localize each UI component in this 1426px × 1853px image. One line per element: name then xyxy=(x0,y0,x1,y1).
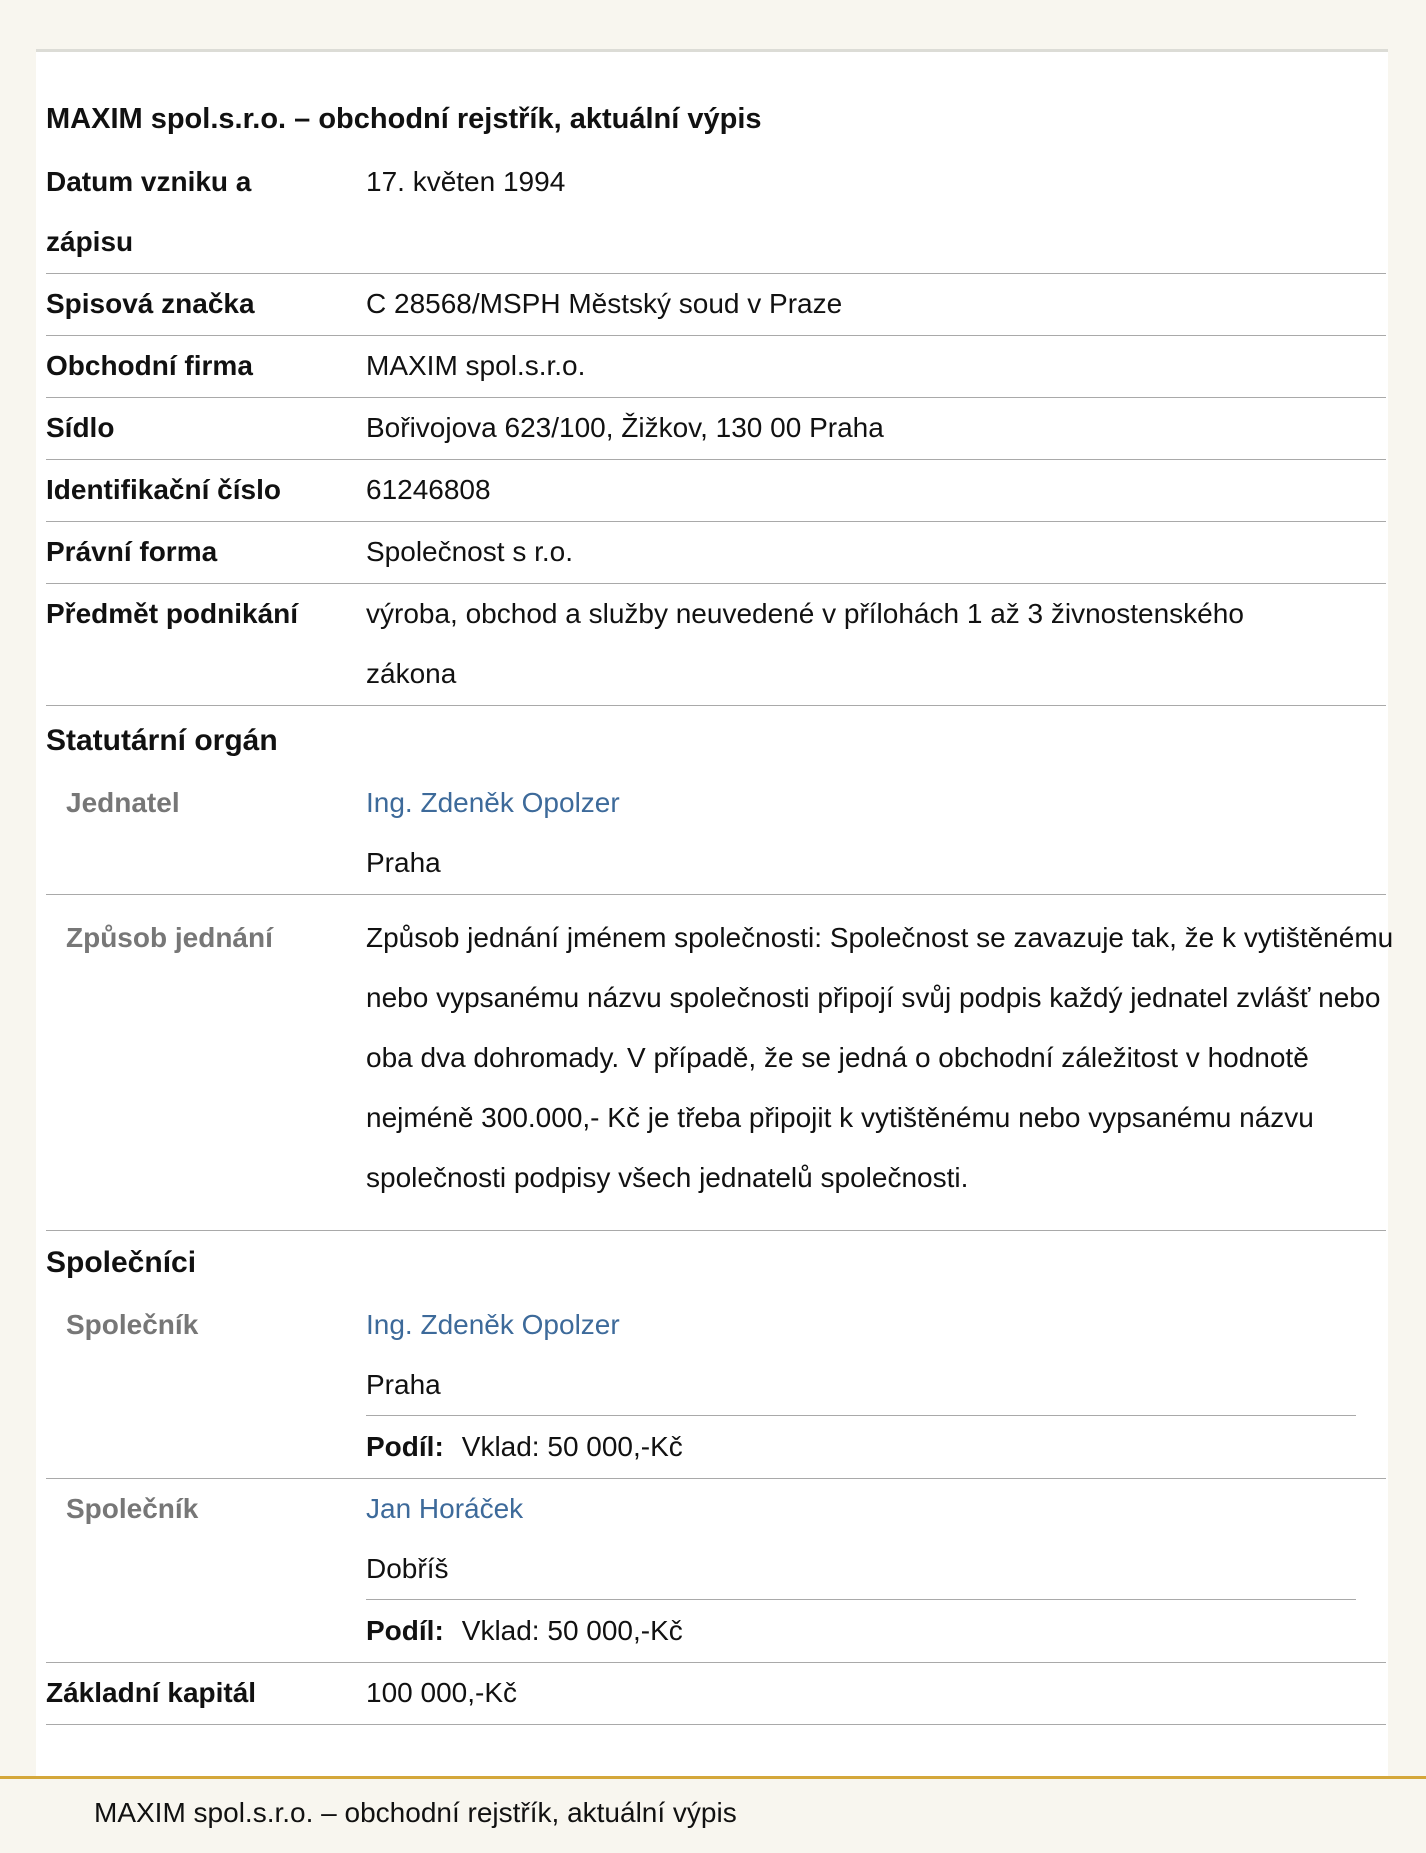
share-label-1: Podíl: xyxy=(366,1431,444,1462)
label-sidlo: Sídlo xyxy=(46,412,115,443)
label-obchodni-firma: Obchodní firma xyxy=(46,350,253,381)
value-obchodni-firma: MAXIM spol.s.r.o. xyxy=(366,350,586,381)
page-title: MAXIM spol.s.r.o. – obchodní rejstřík, aktuální výpis xyxy=(46,103,762,135)
label-zpusob-jednani: Způsob jednání xyxy=(66,922,273,953)
row-pravni-forma xyxy=(46,522,1386,584)
section-spolecnici: Společníci xyxy=(46,1246,197,1279)
row-spolecnik-2 xyxy=(46,1479,1386,1663)
label-spisova-znacka: Spisová značka xyxy=(46,288,255,319)
row-zpusob-jednani xyxy=(46,908,1394,1231)
value-pravni-forma: Společnost s r.o. xyxy=(366,536,574,567)
value-spolecnik-1-city: Praha xyxy=(366,1369,441,1400)
link-spolecnik-2-name[interactable]: Jan Horáček xyxy=(366,1493,524,1524)
value-zpusob-jednani: Způsob jednání jménem společnosti: Společnost se zavazuje tak, že k vytištěnému nebo vypsanému názvu společnosti připojí svůj podpis každý jednatel zvlášť nebo oba dva dohromady. V případě, že se jedná o obchodní záležitost v hodnotě nejméně 300.000,- Kč je třeba připojit k vytištěnému nebo vypsanému názvu společnosti podpisy všech jednatelů společnosti. xyxy=(366,922,1394,1193)
value-identifikacni-cislo: 61246808 xyxy=(366,474,491,505)
label-pravni-forma: Právní forma xyxy=(46,536,218,567)
value-jednatel-city: Praha xyxy=(366,847,441,878)
row-sidlo xyxy=(46,398,1386,460)
share-value-2: Vklad: 50 000,-Kč xyxy=(461,1615,683,1646)
label-zakladni-kapital: Základní kapitál xyxy=(46,1677,257,1708)
share-value-1: Vklad: 50 000,-Kč xyxy=(461,1431,683,1462)
value-spolecnik-2-city: Dobříš xyxy=(366,1553,449,1584)
row-spisova-znacka xyxy=(46,274,1386,336)
label-identifikacni-cislo: Identifikační číslo xyxy=(46,474,281,505)
value-datum-vzniku: 17. květen 1994 xyxy=(366,166,566,197)
row-zakladni-kapital xyxy=(46,1663,1386,1725)
link-jednatel-name[interactable]: Ing. Zdeněk Opolzer xyxy=(366,787,620,818)
row-spolecnik-1 xyxy=(46,1295,1386,1479)
label-spolecnik-2: Společník xyxy=(66,1493,199,1524)
footer-title: MAXIM spol.s.r.o. – obchodní rejstřík, aktuální výpis xyxy=(94,1797,737,1828)
label-datum-vzniku: Datum vzniku a zápisu xyxy=(46,166,252,257)
share-spolecnik-2 xyxy=(366,1599,1356,1662)
value-predmet-podnikani: výroba, obchod a služby neuvedené v přílohách 1 až 3 živnostenského zákona xyxy=(366,598,1244,689)
section-statutarni-organ: Statutární orgán xyxy=(46,724,278,757)
row-datum-vzniku xyxy=(46,152,1386,274)
row-identifikacni-cislo xyxy=(46,460,1386,522)
share-label-2: Podíl: xyxy=(366,1615,444,1646)
row-obchodni-firma xyxy=(46,336,1386,398)
row-predmet-podnikani xyxy=(46,584,1386,706)
label-spolecnik-1: Společník xyxy=(66,1309,199,1340)
register-card xyxy=(36,52,1394,1776)
footer-bar xyxy=(0,1776,1426,1853)
share-spolecnik-1 xyxy=(366,1415,1356,1478)
value-zakladni-kapital: 100 000,-Kč xyxy=(366,1677,517,1708)
link-spolecnik-1-name[interactable]: Ing. Zdeněk Opolzer xyxy=(366,1309,620,1340)
label-jednatel: Jednatel xyxy=(66,787,180,818)
value-spisova-znacka: C 28568/MSPH Městský soud v Praze xyxy=(366,288,843,319)
label-predmet-podnikani: Předmět podnikání xyxy=(46,598,299,629)
value-sidlo: Bořivojova 623/100, Žižkov, 130 00 Praha xyxy=(366,412,884,443)
row-jednatel xyxy=(46,773,1386,895)
